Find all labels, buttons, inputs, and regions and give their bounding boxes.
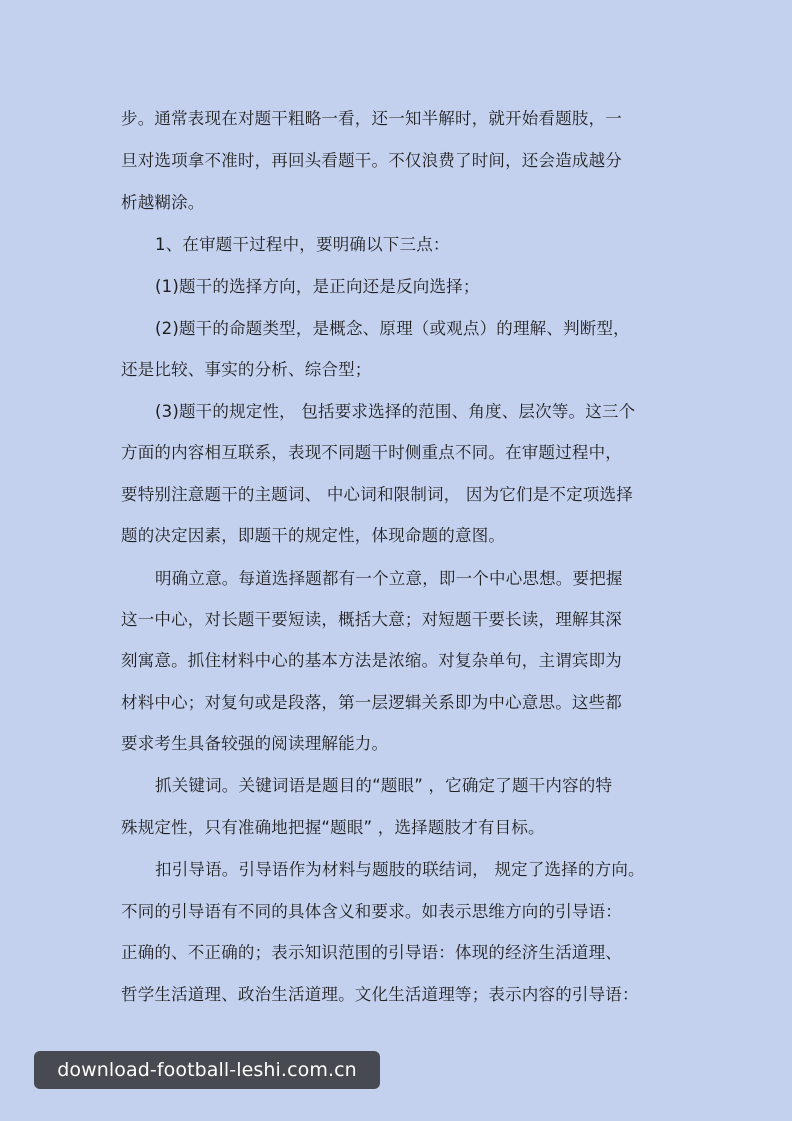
text-line: 扣引导语。引导语作为材料与题肢的联结词， 规定了选择的方向。	[155, 860, 645, 879]
text-line: (1)题干的选择方向，是正向还是反向选择；	[155, 277, 480, 296]
watermark-label: download-football-leshi.com.cn	[34, 1051, 380, 1089]
text-line: (3)题干的规定性， 包括要求选择的范围、角度、层次等。这三个	[155, 402, 636, 421]
text-line: 正确的、不正确的；表示知识范围的引导语：体现的经济生活道理、	[121, 943, 622, 962]
text-line: 殊规定性，只有准确地把握“题眼” ，选择题肢才有目标。	[121, 818, 545, 837]
text-line: 旦对选项拿不准时，再回头看题干。不仅浪费了时间，还会造成越分	[121, 151, 622, 170]
text-line: 材料中心；对复句或是段落，第一层逻辑关系即为中心意思。这些都	[121, 693, 622, 712]
text-line: 不同的引导语有不同的具体含义和要求。如表示思维方向的引导语：	[121, 902, 622, 921]
text-line: (2)题干的命题类型，是概念、原理（或观点）的理解、判断型，	[155, 319, 630, 338]
text-line: 抓关键词。关键词语是题目的“题眼” ，它确定了题干内容的特	[155, 776, 613, 795]
text-line: 明确立意。每道选择题都有一个立意，即一个中心思想。要把握	[155, 569, 623, 588]
text-line: 步。通常表现在对题干粗略一看，还一知半解时，就开始看题肢，一	[121, 109, 622, 128]
text-line: 要特别注意题干的主题词、 中心词和限制词， 因为它们是不定项选择	[121, 485, 633, 504]
text-line: 还是比较、事实的分析、综合型；	[121, 360, 372, 379]
text-line: 方面的内容相互联系，表现不同题干时侧重点不同。在审题过程中，	[121, 443, 622, 462]
text-line: 要求考生具备较强的阅读理解能力。	[121, 734, 389, 753]
text-line: 析越糊涂。	[121, 193, 205, 212]
text-line: 哲学生活道理、政治生活道理。文化生活道理等；表示内容的引导语：	[121, 985, 639, 1004]
text-line: 题的决定因素，即题干的规定性，体现命题的意图。	[121, 526, 506, 545]
text-line: 这一中心，对长题干要短读，概括大意；对短题干要长读，理解其深	[121, 610, 622, 629]
text-line: 刻寓意。抓住材料中心的基本方法是浓缩。对复杂单句，主谓宾即为	[121, 651, 622, 670]
text-line: 1、在审题干过程中，要明确以下三点：	[155, 235, 450, 254]
